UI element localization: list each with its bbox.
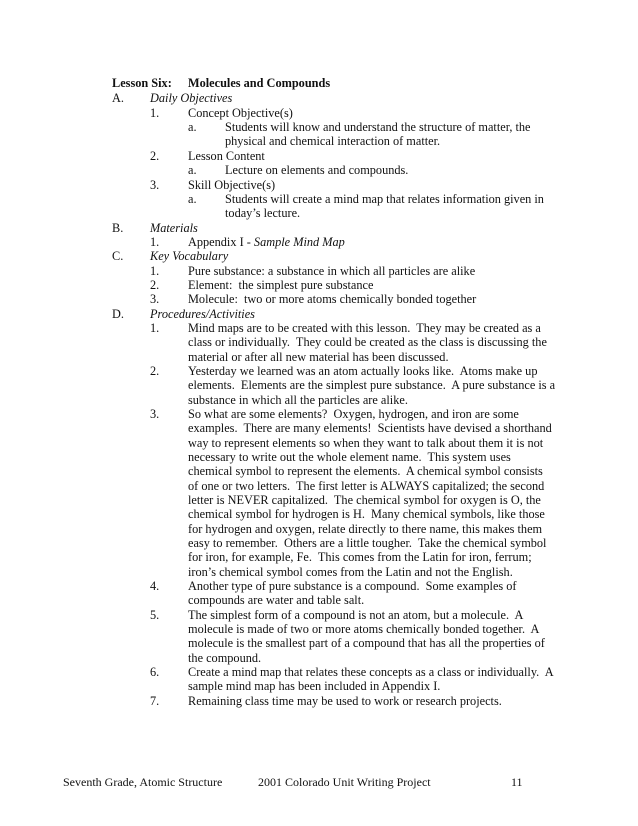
sub-item-letter: a.: [188, 120, 197, 134]
item-number: 2.: [150, 278, 160, 292]
item-line: way to represent elements so when they want to talk about them it is not: [188, 436, 544, 450]
sub-item-line: Students will know and understand the structure of matter, the: [225, 120, 531, 134]
item-line: necessary to write out the whole element name. This system uses: [188, 450, 511, 464]
item-line: molecule is the smallest part of a compound that has all the properties of: [188, 636, 545, 650]
item-line: elements. Elements are the simplest pure substance. A pure substance is a: [188, 378, 556, 392]
footer-left: Seventh Grade, Atomic Structure: [63, 775, 223, 789]
sub-item-letter: a.: [188, 163, 197, 177]
item-line: Pure substance: a substance in which all particles are alike: [188, 264, 476, 278]
item-line: substance in which all the particles are alike.: [188, 393, 408, 407]
item-line: Another type of pure substance is a compound. Some examples of: [188, 579, 517, 593]
item-number: 1.: [150, 321, 160, 335]
item-line: easy to remember. Others are a little tougher. Take the chemical symbol: [188, 536, 547, 550]
item-number: 4.: [150, 579, 160, 593]
item-text-italic: Sample Mind Map: [253, 235, 345, 249]
item-number: 7.: [150, 694, 160, 708]
item-line: iron’s chemical symbol comes from the Latin and not the English.: [188, 565, 513, 579]
section-letter: D.: [112, 307, 124, 321]
item-line: The simplest form of a compound is not an atom, but a molecule. A: [188, 608, 524, 622]
section-title: Daily Objectives: [150, 91, 233, 105]
item-text: [188, 235, 345, 250]
item-line: class or individually. They could be created as the class is discussing the: [188, 335, 547, 349]
item-number: 1.: [150, 106, 160, 120]
section-letter: C.: [112, 249, 124, 263]
lesson-label: Lesson Six:: [112, 76, 172, 90]
page-title: Molecules and Compounds: [188, 76, 331, 90]
item-number: 2.: [150, 364, 160, 378]
item-line: So what are some elements? Oxygen, hydrogen, and iron are some: [188, 407, 519, 421]
item-line: Mind maps are to be created with this lesson. They may be created as a: [188, 321, 541, 335]
item-text: Lesson Content: [188, 149, 265, 163]
sub-item-line: Lecture on elements and compounds.: [225, 163, 409, 177]
item-text: Skill Objective(s): [188, 178, 276, 192]
item-text-plain: Appendix I -: [188, 235, 254, 249]
item-line: examples. There are many elements! Scientists have devised a shorthand: [188, 421, 552, 435]
page-number: 11: [511, 775, 523, 789]
item-line: compounds are water and table salt.: [188, 593, 365, 607]
sub-item-line: today’s lecture.: [225, 206, 301, 220]
item-line: sample mind map has been included in Appendix I.: [188, 679, 441, 693]
section-title: Procedures/Activities: [150, 307, 255, 321]
item-line: for hydrogen and oxygen, relate directly to there name, this makes them: [188, 522, 543, 536]
item-text: Concept Objective(s): [188, 106, 293, 120]
item-number: 3.: [150, 407, 160, 421]
item-number: 3.: [150, 178, 160, 192]
item-line: Yesterday we learned was an atom actually looks like. Atoms make up: [188, 364, 538, 378]
item-line: of one or two letters. The first letter is ALWAYS capitalized; the second: [188, 479, 545, 493]
item-line: Create a mind map that relates these concepts as a class or individually. A: [188, 665, 554, 679]
item-number: 2.: [150, 149, 160, 163]
item-line: Element: the simplest pure substance: [188, 278, 374, 292]
item-line: the compound.: [188, 651, 262, 665]
item-number: 6.: [150, 665, 160, 679]
item-number: 3.: [150, 292, 160, 306]
item-line: Molecule: two or more atoms chemically bonded together: [188, 292, 477, 306]
sub-item-letter: a.: [188, 192, 197, 206]
item-line: for iron, for example, Fe. This comes from the Latin for iron, ferrum;: [188, 550, 532, 564]
section-title: Materials: [150, 221, 198, 235]
item-line: chemical symbol for hydrogen is H. Many chemical symbols, like those: [188, 507, 545, 521]
footer-center: 2001 Colorado Unit Writing Project: [258, 775, 431, 789]
item-number: 1.: [150, 235, 160, 249]
item-number: 1.: [150, 264, 160, 278]
item-line: chemical symbol to represent the elements. A chemical symbol consists: [188, 464, 543, 478]
item-line: material or after all new material has been discussed.: [188, 350, 449, 364]
section-letter: B.: [112, 221, 124, 235]
item-number: 5.: [150, 608, 160, 622]
section-letter: A.: [112, 91, 124, 105]
item-line: Remaining class time may be used to work or research projects.: [188, 694, 502, 708]
sub-item-line: physical and chemical interaction of matter.: [225, 134, 441, 148]
section-title: Key Vocabulary: [150, 249, 229, 263]
item-line: letter is NEVER capitalized. The chemical symbol for oxygen is O, the: [188, 493, 541, 507]
item-line: molecule is made of two or more atoms chemically bonded together. A: [188, 622, 540, 636]
sub-item-line: Students will create a mind map that relates information given in: [225, 192, 544, 206]
